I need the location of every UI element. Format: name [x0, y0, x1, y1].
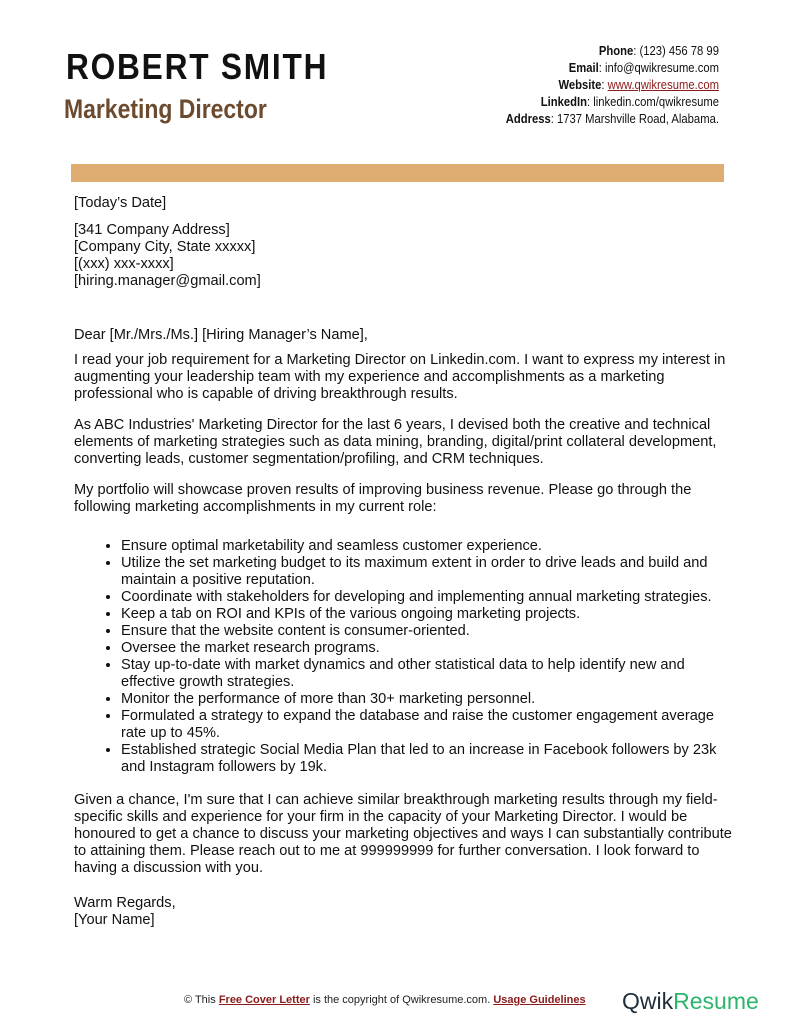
list-item: • Oversee the market research programs.	[121, 640, 734, 657]
list-item: • Ensure that the website content is consumer-oriented.	[121, 623, 734, 640]
website-link[interactable]: www.qwikresume.com	[607, 78, 719, 92]
list-item: • Keep a tab on ROI and KPIs of the various ongoing marketing projects.	[121, 606, 734, 623]
letter-body	[74, 195, 734, 943]
job-title: Marketing Director	[64, 94, 267, 124]
contact-email: Email: info@qwikresume.com	[568, 61, 719, 75]
contact-website: Website: www.qwikresume.com	[558, 78, 719, 92]
contact-block	[506, 43, 719, 128]
list-item: • Established strategic Social Media Plan that led to an increase in Facebook followers by 23k and Instagram followers by 19k.	[121, 742, 734, 776]
paragraph: My portfolio will showcase proven results of improving business revenue. Please go through the following marketing accomplishments in my current role:	[74, 482, 692, 515]
signature: [Your Name]	[74, 912, 155, 928]
usage-guidelines-link[interactable]: Usage Guidelines	[493, 994, 586, 1006]
qwikresume-logo: QwikResume	[622, 988, 759, 1014]
list-item: • Utilize the set marketing budget to its maximum extent in order to drive leads and build and maintain a positive reputation.	[121, 555, 734, 589]
applicant-name: ROBERT SMITH	[66, 46, 329, 87]
paragraph: As ABC Industries' Marketing Director for the last 6 years, I devised both the creative and technical elements of marketing strategies such as data mining, branding, digital/print collateral development, converting leads, customer segmentation/profiling, and CRM techniques.	[74, 417, 717, 467]
letter-date: [Today’s Date]	[74, 195, 167, 211]
free-cover-letter-link[interactable]: Free Cover Letter	[218, 994, 310, 1006]
list-item: • Stay up-to-date with market dynamics and other statistical data to help identify new and effective growth strategies.	[121, 657, 734, 691]
paragraph: I read your job requirement for a Marketing Director on Linkedin.com. I want to express my interest in augmenting your leadership team with my experience and accomplishments as a marketing professional who is capable of driving breakthrough results.	[74, 352, 726, 402]
recipient-address: [341 Company Address] [Company City, State xxxxx] [(xxx) xxx-xxxx] [hiring.manager@gmail.com]	[74, 222, 261, 289]
contact-linkedin: LinkedIn: linkedin.com/qwikresume	[540, 95, 719, 109]
list-item: • Monitor the performance of more than 30+ marketing personnel.	[121, 691, 734, 708]
salutation: Dear [Mr./Mrs./Ms.] [Hiring Manager’s Name],	[74, 327, 368, 343]
signoff: Warm Regards, [Your Name]	[74, 895, 176, 928]
copyright-footer: © This Free Cover Letter is the copyright of Qwikresume.com. Usage Guidelines	[184, 994, 586, 1006]
accomplishments-list	[74, 538, 734, 776]
contact-address: Address: 1737 Marshville Road, Alabama.	[505, 112, 719, 126]
closing-paragraph: Given a chance, I'm sure that I can achieve similar breakthrough marketing results through my field-specific skills and experience for your firm in the capacity of your Marketing Director. I would be honoured to get a chance to discuss your marketing objectives and ways I can substantially contribute to attaining them. Please reach out to me at 999999999 for further conversation. I look forward to having a discussion with you.	[74, 792, 732, 876]
accent-divider	[71, 164, 724, 182]
list-item: • Coordinate with stakeholders for developing and implementing annual marketing strategies.	[121, 589, 734, 606]
list-item: • Ensure optimal marketability and seamless customer experience.	[121, 538, 734, 555]
contact-phone: Phone: (123) 456 78 99	[598, 44, 719, 58]
list-item: • Formulated a strategy to expand the database and raise the customer engagement average rate up to 45%.	[121, 708, 734, 742]
